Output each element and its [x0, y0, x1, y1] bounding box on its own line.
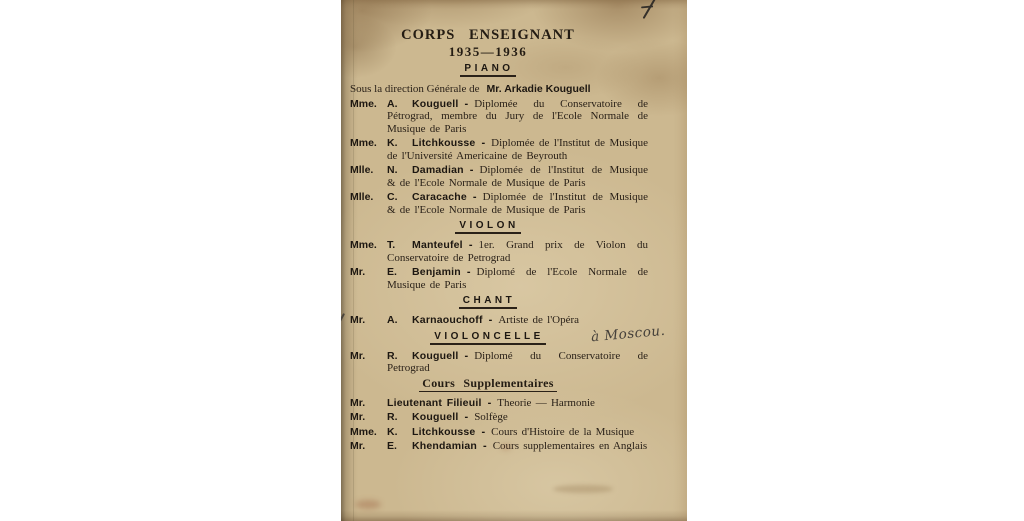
direction-text: Sous la direction Générale de — [350, 83, 480, 95]
credential-text: 1er. Grand prix de Violon du Conservatoire de Petrograd — [387, 239, 648, 264]
section-header-chant: CHANT — [459, 295, 518, 309]
initial-label: N. — [387, 164, 398, 176]
dash-separator: - — [464, 411, 469, 423]
credential-text: Diplomé du Conservatoire de Petrograd — [387, 349, 648, 374]
document-title: CORPS ENSEIGNANT — [401, 27, 575, 43]
person-name: Caracache — [412, 191, 467, 203]
faculty-entry — [350, 350, 648, 375]
dash-separator: - — [464, 349, 469, 362]
credential-text: Diplomé de l'Ecole Normale de Musique de Paris — [387, 266, 648, 291]
pen-tick-mark — [341, 313, 345, 322]
credential-text: Artiste de l'Opéra — [498, 314, 580, 326]
faculty-entry — [350, 191, 648, 216]
person-name: Litchkousse — [412, 425, 476, 438]
initial-label: A. — [387, 97, 398, 110]
initial-label: K. — [387, 137, 398, 149]
faculty-entry — [350, 266, 648, 291]
initial-label: E. — [387, 440, 397, 452]
person-name: Manteufel — [412, 239, 463, 251]
direction-line — [350, 83, 648, 96]
paper-stain — [553, 485, 613, 493]
person-name: Kouguell — [412, 411, 459, 423]
dash-separator: - — [481, 137, 486, 149]
credential-text: Theorie — Harmonie — [497, 396, 595, 409]
dash-separator: - — [483, 440, 487, 452]
honorific-label: Mr. — [350, 440, 366, 452]
faculty-entry — [350, 314, 648, 327]
initial-label: R. — [387, 349, 398, 362]
dash-separator: - — [488, 314, 493, 326]
dash-separator: - — [466, 266, 471, 278]
section-header-row — [350, 377, 626, 392]
section-header-row — [350, 293, 626, 309]
faculty-entry — [350, 440, 648, 453]
person-name: Khendamian — [412, 440, 478, 452]
faculty-entry — [350, 397, 648, 410]
section-header-violon: VIOLON — [455, 220, 520, 234]
dash-separator: - — [487, 396, 492, 409]
initial-label: C. — [387, 191, 398, 203]
person-name: Lieutenant Filieuil — [387, 396, 482, 409]
document-content — [350, 0, 648, 455]
honorific-label: Mr. — [350, 314, 366, 326]
paper-stain — [355, 500, 381, 509]
initial-label: A. — [387, 314, 398, 326]
section-header-violoncelle: VIOLONCELLE — [430, 331, 546, 345]
initial-label: T. — [387, 239, 396, 251]
faculty-entry — [350, 164, 648, 189]
dash-separator: - — [469, 164, 474, 176]
scanned-document-page — [341, 0, 687, 521]
person-name: Karnaouchoff — [412, 314, 483, 326]
honorific-label: Mr. — [350, 396, 366, 409]
honorific-label: Mr. — [350, 349, 366, 362]
paper-crease-line — [353, 0, 354, 521]
credential-text: Cours d'Histoire de la Musique — [491, 425, 635, 438]
credential-text: Diplomée de l'Institut de Musique & de l'Ecole Normale de Musique de Paris — [387, 191, 648, 216]
section-header-cours-supplementaires: Cours Supplementaires — [419, 377, 556, 392]
person-name: Kouguell — [412, 349, 459, 362]
faculty-entry — [350, 411, 648, 424]
credential-text: Diplomée de l'Institut de Musique & de l'Ecole Normale de Musique de Paris — [387, 164, 648, 189]
dash-separator: - — [464, 97, 469, 110]
section-header-row — [350, 61, 626, 77]
honorific-label: Mr. — [350, 266, 366, 278]
credential-text: Solfège — [474, 411, 508, 423]
section-header-row — [350, 329, 626, 345]
credential-text: Diplomée du Conservatoire de Pétrograd, membre du Jury de l'Ecole Normale de Musique de Paris — [387, 97, 648, 135]
honorific-label: Mme. — [350, 239, 377, 251]
initial-label: E. — [387, 266, 397, 278]
handwritten-moscow-note: à Moscou. — [590, 322, 666, 346]
honorific-label: Mme. — [350, 137, 377, 149]
honorific-label: Mr. — [350, 411, 366, 423]
faculty-entry — [350, 426, 648, 439]
honorific-label: Mlle. — [350, 164, 374, 176]
person-name: Benjamin — [412, 266, 461, 278]
document-years: 1935—1936 — [448, 44, 528, 59]
section-header-row — [350, 218, 626, 234]
honorific-label: Mme. — [350, 425, 377, 438]
honorific-label: Mlle. — [350, 191, 374, 203]
section-header-piano: PIANO — [460, 63, 515, 77]
initial-label: R. — [387, 411, 398, 423]
person-name: Damadian — [412, 164, 464, 176]
faculty-entry — [350, 239, 648, 264]
director-name: Mr. Arkadie Kouguell — [486, 83, 591, 95]
faculty-entry — [350, 137, 648, 162]
credential-text: Diplomée de l'Institut de Musique de l'Université Americaine de Beyrouth — [387, 137, 648, 162]
honorific-label: Mme. — [350, 97, 377, 110]
credential-text: Cours supplementaires en Anglais — [492, 440, 648, 452]
dash-separator: - — [468, 239, 473, 251]
initial-label: K. — [387, 425, 398, 438]
dash-separator: - — [472, 191, 477, 203]
faculty-entry — [350, 98, 648, 136]
dash-separator: - — [481, 425, 486, 438]
person-name: Litchkousse — [412, 137, 476, 149]
person-name: Kouguell — [412, 97, 459, 110]
